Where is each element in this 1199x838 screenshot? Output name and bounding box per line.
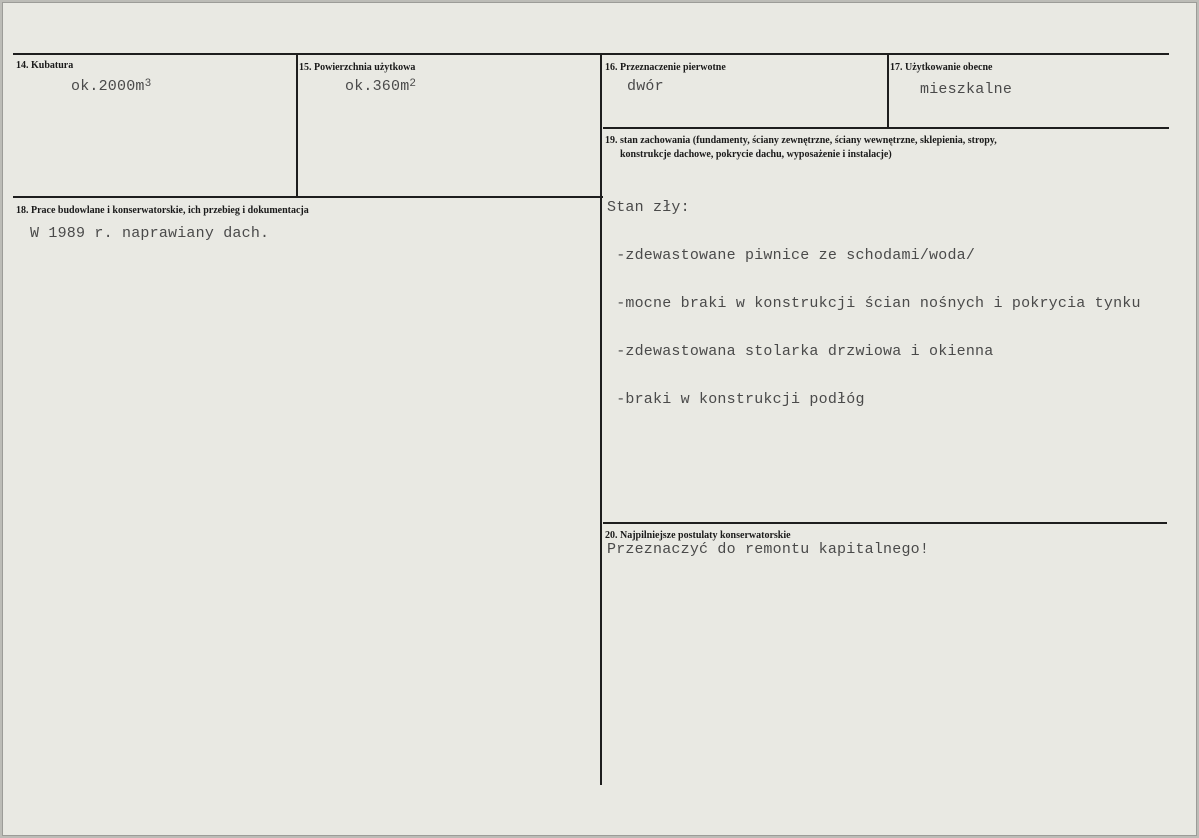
rule-above-20	[603, 522, 1167, 524]
postulaty-value: Przeznaczyć do remontu kapitalnego!	[607, 541, 930, 558]
uzytkowanie-value: mieszkalne	[920, 81, 1013, 98]
rule-under-16-17	[603, 127, 1169, 129]
powierzchnia-superscript: 2	[409, 78, 417, 90]
uzytkowanie-label: 17. Użytkowanie obecne	[890, 62, 993, 73]
stan-label-line2: konstrukcje dachowe, pokrycie dachu, wyposażenie i instalacje)	[620, 149, 892, 160]
prace-value: W 1989 r. naprawiany dach.	[30, 225, 270, 242]
powierzchnia-number: ok.360m	[345, 78, 410, 95]
przeznaczenie-label: 16. Przeznaczenie pierwotne	[605, 62, 726, 73]
przeznaczenie-value: dwór	[627, 78, 664, 95]
divider-main	[600, 53, 602, 785]
powierzchnia-label: 15. Powierzchnia użytkowa	[299, 62, 416, 73]
stan-line-4: -zdewastowana stolarka drzwiowa i okienna	[607, 343, 994, 360]
inventory-card	[2, 2, 1197, 836]
divider-16-17	[887, 53, 889, 128]
stan-line-1: Stan zły:	[607, 199, 690, 216]
powierzchnia-value	[345, 79, 416, 95]
rule-under-14-15	[13, 196, 603, 198]
postulaty-label: 20. Najpilniejsze postulaty konserwatorskie	[605, 530, 791, 541]
kubatura-value	[71, 79, 151, 95]
top-rule	[13, 53, 1169, 55]
stan-line-3: -mocne braki w konstrukcji ścian nośnych i pokrycia tynku	[607, 295, 1141, 312]
prace-label: 18. Prace budowlane i konserwatorskie, ich przebieg i dokumentacja	[16, 205, 309, 216]
stan-label-line1: 19. stan zachowania (fundamenty, ściany zewnętrzne, ściany wewnętrzne, sklepienia, stropy,	[605, 135, 997, 146]
kubatura-label: 14. Kubatura	[16, 60, 74, 71]
kubatura-superscript: 3	[144, 78, 152, 90]
kubatura-number: ok.2000m	[71, 78, 145, 95]
stan-line-5: -braki w konstrukcji podłóg	[607, 391, 865, 408]
stan-value	[607, 168, 1141, 440]
divider-14-15	[296, 53, 298, 197]
stan-line-2: -zdewastowane piwnice ze schodami/woda/	[607, 247, 976, 264]
